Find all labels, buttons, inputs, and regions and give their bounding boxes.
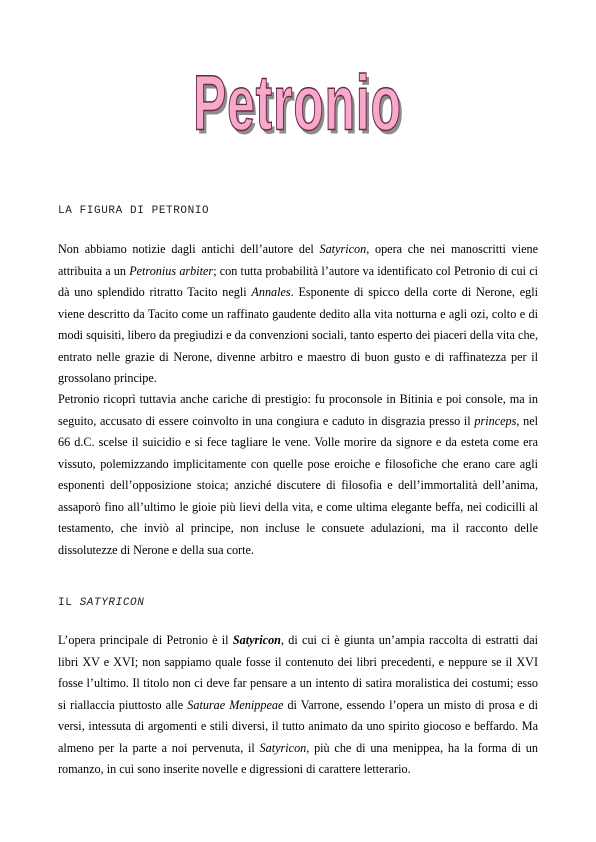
italic-run: Satyricon [319,242,367,256]
italic-run: Petronius arbiter [129,263,214,278]
text-run: di Varrone, essendo l’opera un misto di prosa e di versi, intessuta di argomenti e stili diversi, il tutto animato da uno spirito giocoso e beffardo. Ma almeno per la parte a noi pervenuta, il [58,697,538,755]
page-title: Petronio [193,59,403,147]
italic-run: Satyricon [259,740,307,755]
paragraph-figura-2 [58,389,538,561]
italic-run: Saturae Menippeae [187,697,284,712]
text-run: ; con tutta probabilità l’autore va identificato col Petronio di cui ci dà uno splendido ritratto Tacito negli [58,263,539,299]
title-banner [0,59,596,147]
text-run: . Esponente di spicco della corte di Nerone, egli viene descritto da Tacito come un raffinato gaudente dedito alla vita notturna e agli ozi, colto e di modi squisiti, libero da pregiudizi e da convenzioni sociali, tanto esperto dei piaceri della vita che, entrato nelle grazie di Nerone, divenne arbitro e maestro di buon gusto e di raffinatezza per il grossolano principe. [58,285,538,385]
heading-prefix: IL [58,597,80,609]
italic-run: Annales [251,285,291,299]
text-run: , opera che nei manoscritti viene attribuita a un [58,242,538,278]
italic-run: princeps [474,413,517,428]
text-run: L’opera principale di Petronio è il [58,633,233,647]
text-run: , nel 66 d.C. scelse il suicidio e si fece tagliare le vene. Volle morire da signore e da esteta come era vissuto, polemizzando implicitamente con quelle pose eroiche e filosofiche che erano care agli esponenti dell’opposizione stoica; anziché discutere di filosofia e dell’immortalità dell’anima, assaporò fino all’ultimo le gioie più lievi della vita, e come ultima elegante beffa, nei codicilli al testamento, che inviò al principe, non incluse le consuete adulazioni, ma il racconto delle dissolutezze di Nerone e della sua corte. [58,413,539,557]
italic-run: Satyricon [232,633,281,647]
text-run: , più che di una menippea, ha la forma di un romanzo, in cui sono inserite novelle e digressioni di carattere letterario. [58,740,538,776]
text-run: Non abbiamo notizie dagli antichi dell’autore del [58,242,320,256]
paragraph-satyricon-1 [58,630,538,781]
section-heading-figura: LA FIGURA DI PETRONIO [58,205,210,217]
section-heading-satyricon [58,597,144,609]
text-run: Petronio ricoprì tuttavia anche cariche di prestigio: fu proconsole in Bitinia e poi console, ma in seguito, accusato di essere coinvolto in una congiura e caduto in disgrazia presso il [58,392,538,428]
heading-italic: SATYRICON [79,597,145,609]
paragraph-figura-1 [58,239,538,390]
text-run: , di cui ci è giunta un’ampia raccolta di estratti dai libri XV e XVI; non sappiamo quale fosse il contenuto dei libri precedenti, e neppure se il XVI fosse l’ultimo. Il titolo non ci deve far pensare a un intento di satira moralistica dei costumi; esso si riallaccia piuttosto alle [58,633,538,712]
bold-italic-run [233,633,281,647]
